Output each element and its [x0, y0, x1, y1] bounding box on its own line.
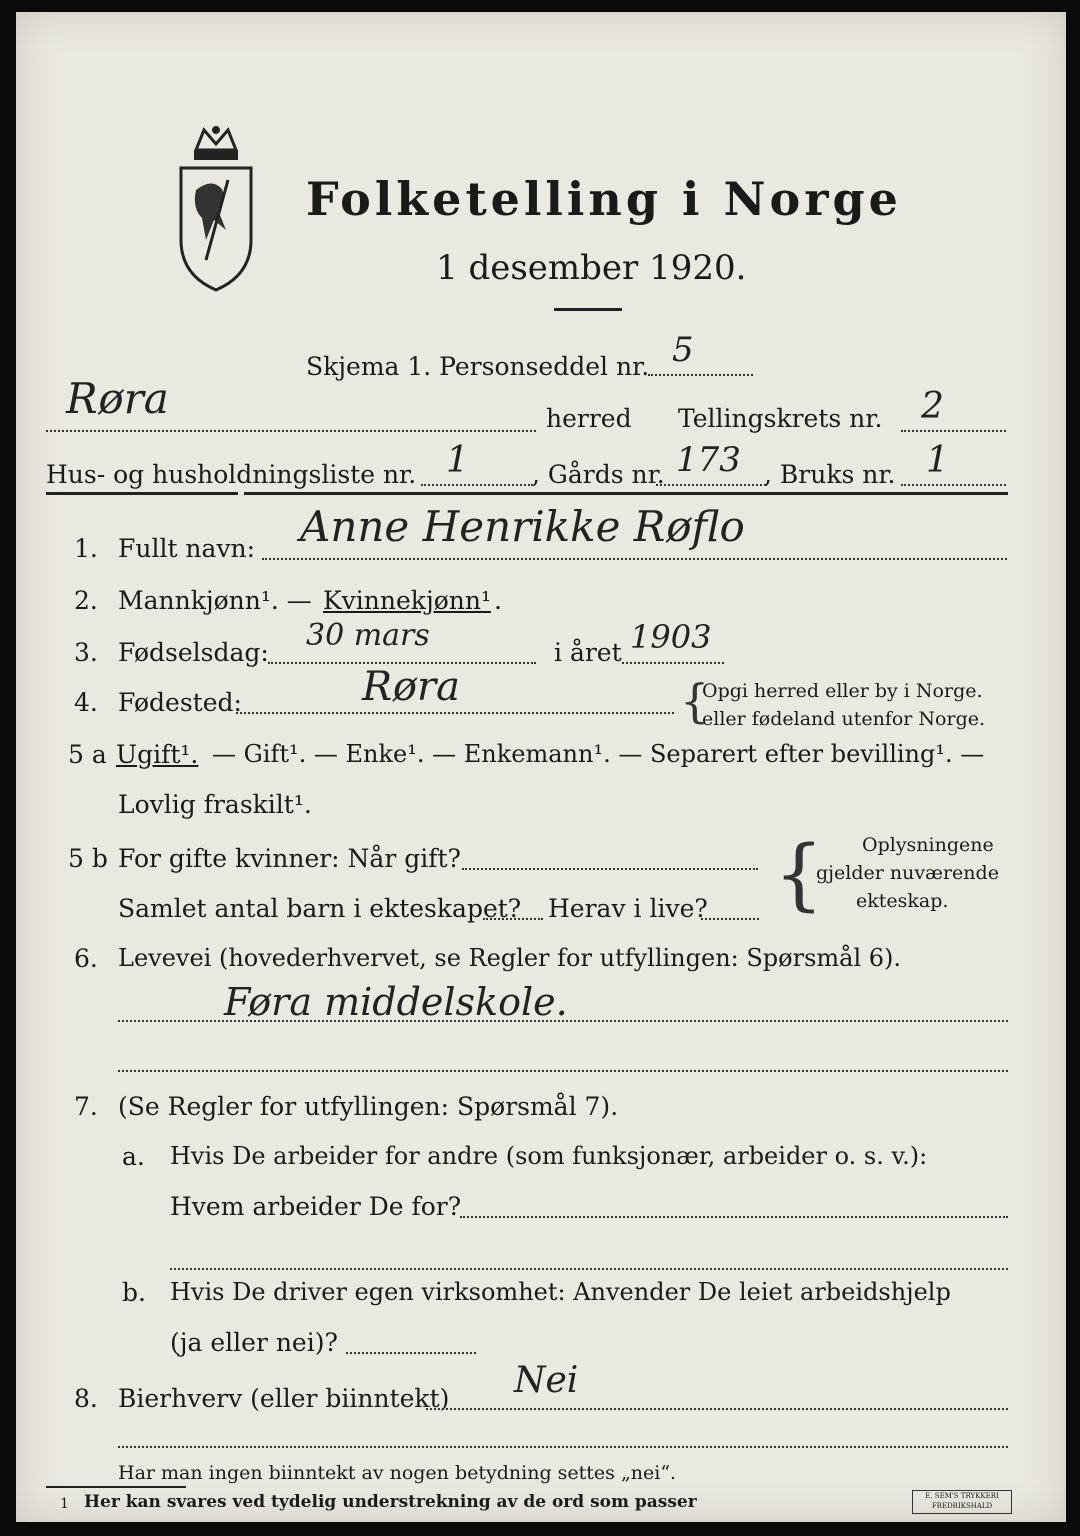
- q4-note-2: eller fødeland utenfor Norge.: [702, 708, 986, 730]
- q5b-note-2: gjelder nuværende: [816, 862, 999, 884]
- q5a-line2: Lovlig fraskilt¹.: [118, 790, 312, 819]
- q5b-married-line: [462, 868, 758, 870]
- q3-value: 30 mars: [306, 618, 430, 653]
- q4-number: 4.: [74, 688, 98, 717]
- q7-number: 7.: [74, 1092, 98, 1121]
- q8-number: 8.: [74, 1384, 98, 1413]
- q1-value: Anne Henrikke Røflo: [300, 502, 745, 551]
- q2-label-female: Kvinnekjønn¹: [323, 586, 491, 615]
- gards-line: [656, 484, 766, 486]
- title-divider: [554, 308, 622, 311]
- q5b-label: For gifte kvinner: Når gift?: [118, 844, 461, 873]
- q1-line: [262, 558, 1007, 560]
- tellingskrets-label: Tellingskrets nr.: [678, 404, 883, 433]
- q5b-alive-line: [701, 918, 759, 920]
- q6-number: 6.: [74, 944, 98, 973]
- section-divider-right: [244, 492, 1008, 495]
- q8-line-2: [118, 1446, 1008, 1448]
- q3-year-value: 1903: [630, 618, 712, 656]
- q5a-number: 5 a: [68, 740, 107, 769]
- section-divider-left: [46, 492, 238, 495]
- q3-year-label: i året: [554, 638, 622, 667]
- q6-label: Levevei (hovederhvervet, se Regler for utfyllingen: Spørsmål 6).: [118, 944, 902, 972]
- form-date: 1 desember 1920.: [436, 248, 747, 288]
- q8-line: [426, 1408, 1008, 1410]
- q5b-brace: {: [774, 830, 824, 920]
- skjema-label: Skjema 1. Personseddel nr.: [306, 352, 650, 381]
- q7-label: (Se Regler for utfyllingen: Spørsmål 7).: [118, 1092, 619, 1121]
- q4-brace: {: [680, 674, 710, 728]
- q5b-note-1: Oplysningene: [862, 834, 994, 856]
- gards-label: , Gårds nr.: [532, 460, 665, 489]
- q4-line: [236, 712, 674, 714]
- form-title: Folketelling i Norge: [306, 172, 902, 226]
- bruks-value: 1: [926, 440, 949, 481]
- herred-value: Røra: [66, 374, 169, 423]
- q6-line-2: [118, 1070, 1008, 1072]
- q2-label-male: Mannkjønn¹. —: [118, 586, 312, 615]
- footnote-number: 1: [60, 1496, 69, 1512]
- q5b-children-line: [483, 918, 543, 920]
- census-form: [16, 12, 1066, 1522]
- q5b-children-label: Samlet antal barn i ekteskapet?: [118, 894, 522, 923]
- q4-value: Røra: [362, 664, 460, 710]
- q7b-label-2: (ja eller nei)?: [170, 1328, 338, 1357]
- q7a-number: a.: [122, 1142, 145, 1171]
- q8-value: Nei: [514, 1360, 579, 1401]
- bruks-label: , Bruks nr.: [764, 460, 896, 489]
- q1-number: 1.: [74, 534, 98, 563]
- herred-line: [46, 430, 536, 432]
- footnote-divider: [46, 1486, 186, 1488]
- printer-stamp-line-2: FREDRIKSHALD: [931, 1502, 993, 1510]
- q3-label: Fødselsdag:: [118, 638, 269, 667]
- printer-stamp-line-1: E. SEM'S TRYKKERI: [925, 1492, 999, 1500]
- q2-period: .: [494, 586, 502, 615]
- printer-stamp: [912, 1490, 1012, 1514]
- q7a-label-2: Hvem arbeider De for?: [170, 1192, 462, 1221]
- q7a-line-1: [460, 1216, 1008, 1218]
- tellingskrets-line: [901, 430, 1006, 432]
- q7b-label: Hvis De driver egen virksomhet: Anvender De leiet arbeidshjelp: [170, 1278, 951, 1306]
- herred-label: herred: [546, 404, 632, 433]
- q5b-number: 5 b: [68, 844, 108, 873]
- q6-value: Føra middelskole.: [224, 980, 568, 1024]
- q5a-options: — Gift¹. — Enke¹. — Enkemann¹. — Separert efter bevilling¹. —: [212, 740, 985, 768]
- husliste-line: [421, 484, 533, 486]
- q8-label: Bierhverv (eller biinntekt): [118, 1384, 450, 1413]
- husliste-label: Hus- og husholdningsliste nr.: [46, 460, 417, 489]
- q4-label: Fødested:: [118, 688, 242, 717]
- q7a-label: Hvis De arbeider for andre (som funksjonær, arbeider o. s. v.):: [170, 1142, 928, 1170]
- coat-of-arms-icon: [166, 120, 266, 300]
- tellingskrets-value: 2: [921, 386, 944, 427]
- q5b-alive-label: Herav i live?: [548, 894, 708, 923]
- q6-line-1: [118, 1020, 1008, 1022]
- footnote-text: Her kan svares ved tydelig understrekning av de ord som passer: [84, 1492, 697, 1512]
- q5b-note-3: ekteskap.: [856, 890, 949, 912]
- personseddel-line: [648, 374, 753, 376]
- bruks-line: [901, 484, 1006, 486]
- personseddel-value: 5: [672, 330, 694, 370]
- q1-label: Fullt navn:: [118, 534, 256, 563]
- q7b-line: [346, 1352, 476, 1354]
- gards-value: 173: [676, 440, 741, 480]
- q4-note-1: Opgi herred eller by i Norge.: [702, 680, 983, 702]
- q5a-selected: Ugift¹.: [116, 740, 199, 769]
- q7b-number: b.: [122, 1278, 146, 1307]
- q3-year-line: [622, 662, 724, 664]
- q7a-line-2: [170, 1268, 1008, 1270]
- husliste-value: 1: [446, 440, 469, 481]
- q3-number: 3.: [74, 638, 98, 667]
- footer-note: Har man ingen biinntekt av nogen betydning settes „nei“.: [118, 1462, 677, 1484]
- q2-number: 2.: [74, 586, 98, 615]
